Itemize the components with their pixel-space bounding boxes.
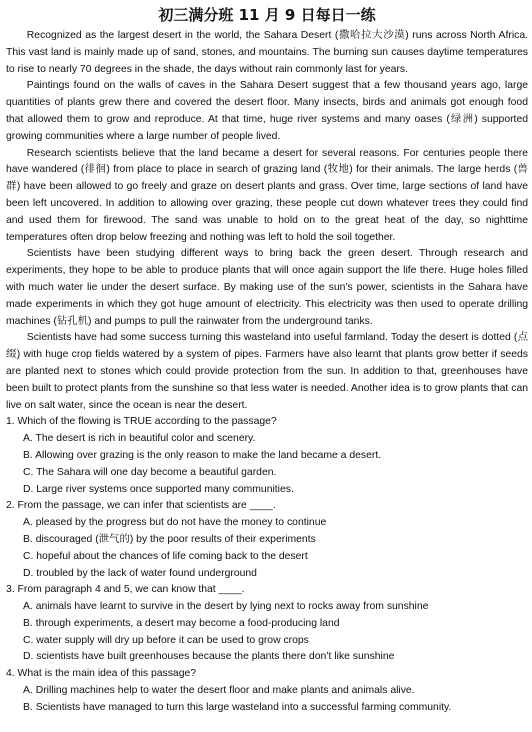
answer-option: A. animals have learnt to survive in the desert by lying next to rocks away from sunshine xyxy=(23,601,429,613)
question-1 xyxy=(6,414,528,498)
question-list xyxy=(6,414,528,716)
question-stem: 4. What is the main idea of this passage? xyxy=(6,668,197,680)
answer-option: C. water supply will dry up before it can be used to grow crops xyxy=(23,634,309,646)
question-2 xyxy=(6,498,528,582)
passage-paragraph-3: Research scientists believe that the land became a desert for several reasons. For centuries people there have wandered (徘徊) from place to place in search of grazing land (牧地) for their animals. The large herds (兽群) have been allowed to go freely and graze on desert plants and grass. Over time, large sections of land have been left uncovered. In addition to allowing over grazing, these people cut down whatever trees they could find and used them for firewood. The sand was unable to hold on to the great heat of the day, so nighttime temperatures often drop below freezing and nothing was left to hold the soil together. xyxy=(6,147,528,243)
answer-option: A. The desert is rich in beautiful color and scenery. xyxy=(23,433,256,445)
answer-option: C. hopeful about the chances of life coming back to the desert xyxy=(23,550,308,562)
answer-option: D. scientists have built greenhouses because the plants there don’t like sunshine xyxy=(23,651,395,663)
answer-option: A. pleased by the progress but do not have the money to continue xyxy=(23,517,327,529)
answer-option: B. discouraged (泄气的) by the poor results of their experiments xyxy=(23,533,316,545)
page-title: 初三满分班 11 月 9 日每日一练 xyxy=(158,6,376,24)
question-4 xyxy=(6,666,528,716)
answer-option: D. troubled by the lack of water found underground xyxy=(23,567,257,579)
passage-paragraph-2: Paintings found on the walls of caves in the Sahara Desert suggest that a few thousand years ago, large quantities of plants grew there and covered the desert floor. Many insects, birds and animals got enough food that allowed them to grow and reproduce. At that time, huge river systems and many oases (绿洲) supported growing communities where a large number of people lived. xyxy=(6,80,528,142)
reading-passage xyxy=(6,28,528,414)
question-stem: 2. From the passage, we can infer that scientists are ____. xyxy=(6,500,276,512)
passage-paragraph-4: Scientists have been studying different ways to bring back the green desert. Through research and experiments, they hope to be able to produce plants that will once again support the life there. Huge holes filled with much water lie under the desert surface. By making use of the sun’s power, scientists in the Sahara have made experiments in which they got huge amount of electricity. This electricity was then used to operate drilling machines (钻孔机) and pumps to pull the rainwater from the underground tanks. xyxy=(6,248,528,327)
passage-paragraph-1: Recognized as the largest desert in the world, the Sahara Desert (撒哈拉大沙漠) runs across North Africa. This vast land is mainly made up of sand, stones, and mountains. The burning sun causes daytime temperatures to rise to nearly 70 degrees in the shade, the days without rain commonly last for years. xyxy=(6,30,528,75)
question-stem: 3. From paragraph 4 and 5, we can know that ____. xyxy=(6,584,245,596)
question-stem: 1. Which of the flowing is TRUE according to the passage? xyxy=(6,416,277,428)
answer-option: B. Scientists have managed to turn this large wasteland into a successful farming community. xyxy=(23,701,452,713)
answer-option: D. Large river systems once supported many communities. xyxy=(23,483,294,495)
answer-option: B. through experiments, a desert may become a food-producing land xyxy=(23,617,340,629)
answer-option: B. Allowing over grazing is the only reason to make the land became a desert. xyxy=(23,449,382,461)
question-3 xyxy=(6,582,528,666)
answer-option: A. Drilling machines help to water the desert floor and make plants and animals alive. xyxy=(23,685,415,697)
answer-option: C. The Sahara will one day become a beautiful garden. xyxy=(23,466,277,478)
passage-paragraph-5: Scientists have had some success turning this wasteland into useful farmland. Today the desert is dotted (点缀) with huge crop fields watered by a system of pipes. Farmers have also learnt that plants grow better if seeds are planted next to stones which could provide protection from the sun. In addition to that, greenhouses have been built to protect plants from the sunshine so that less water is needed. Another idea is to grow plants that can live on salt water, since the ocean is near the desert. xyxy=(6,332,528,411)
